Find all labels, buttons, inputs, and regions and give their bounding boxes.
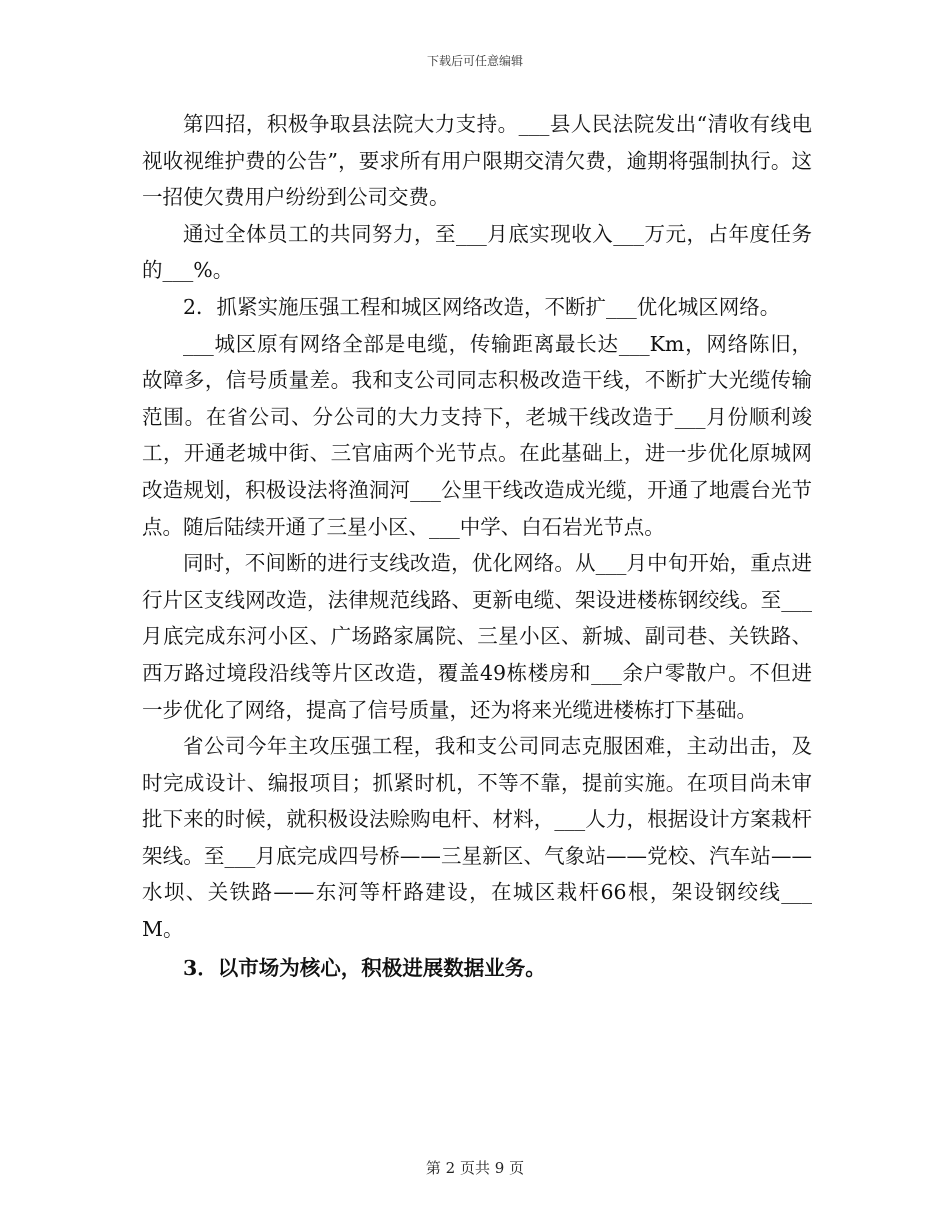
paragraph-2: 通过全体员工的共同努力，至___月底实现收入___万元，占年度任务的___%。 (142, 221, 812, 283)
section-heading: 3．以市场为核心，积极进展数据业务。 (183, 955, 546, 980)
document-body (142, 106, 812, 986)
paragraph-1: 第四招，积极争取县法院大力支持。___县人民法院发出“清收有线电视收视维护费的公告”，要求所有用户限期交清欠费，逾期将强制执行。这一招使欠费用户纷纷到公司交费。 (142, 112, 812, 210)
paragraph-6: 省公司今年主攻压强工程，我和支公司同志克服困难，主动出击，及时完成设计、编报项目；抓紧时机，不等不靠，提前实施。在项目尚未审批下来的时候，就积极设法赊购电杆、材料，___人力，根据设计方案栽杆架线。至___月底完成四号桥——三星新区、气象站——党校、汽车站——水坝、关铁路——东河等杆路建设，在城区栽杆66根，架设钢绞线___M。 (142, 734, 812, 942)
page-header-note: 下载后可任意编辑 (426, 54, 523, 68)
paragraph-4: ___城区原有网络全部是电缆，传输距离最长达___Km，网络陈旧，故障多，信号质量差。我和支公司同志积极改造干线，不断扩大光缆传输范围。在省公司、分公司的大力支持下，老城干线改造于___月份顺利竣工，开通老城中街、三官庙两个光节点。在此基础上，进一步优化原城网改造规划，积极设法将渔洞河___公里干线改造成光缆，开通了地震台光节点。随后陆续开通了三星小区、___中学、白石岩光节点。 (142, 331, 812, 539)
paragraph-3: 2．抓紧实施压强工程和城区网络改造，不断扩___优化城区网络。 (183, 294, 781, 319)
paragraph-5: 同时，不间断的进行支线改造，优化网络。从___月中旬开始，重点进行片区支线网改造，法律规范线路、更新电缆、架设进楼栋钢绞线。至___月底完成东河小区、广场路家属院、三星小区、新城、副司巷、关铁路、西万路过境段沿线等片区改造，覆盖49栋楼房和___余户零散户。不但进一步优化了网络，提高了信号质量，还为将来光缆进楼栋打下基础。 (142, 551, 812, 722)
page-number-footer: 第 2 页共 9 页 (425, 1159, 525, 1177)
